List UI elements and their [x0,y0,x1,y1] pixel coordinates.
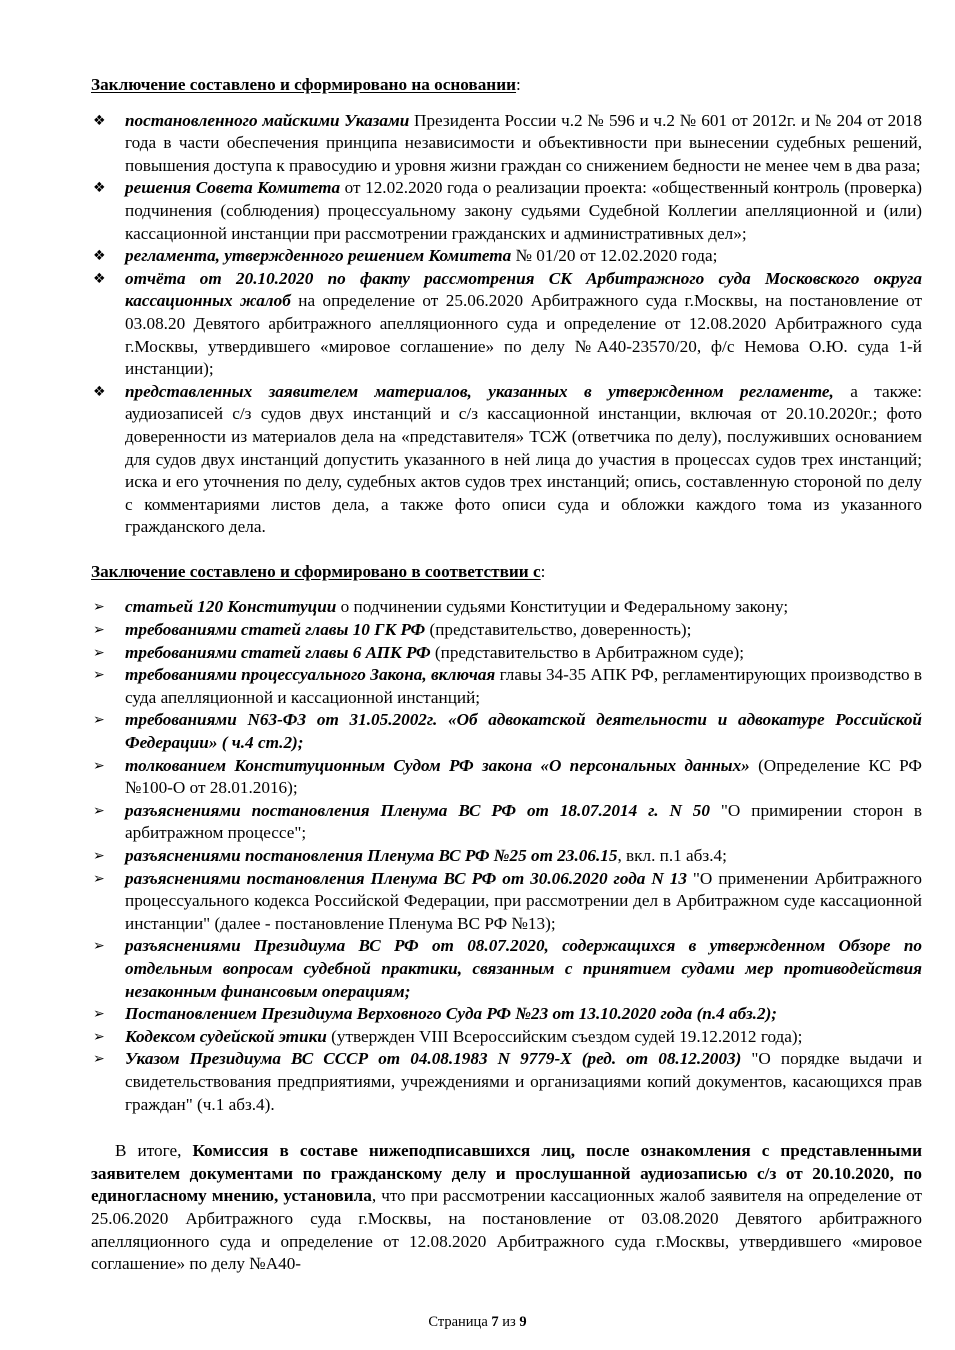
compliance-item-emphasis: разъяснениями постановления Пленума ВС РФ №25 от 23.06.15 [125,846,618,865]
basis-item-emphasis: отчёта от 20.10.2020 по факту рассмотрения СК Арбитражного суда Московского округа кассационных жалоб [125,268,922,311]
arrow-bullet-icon: ➢ [93,870,105,887]
arrow-bullet-icon: ➢ [93,848,105,864]
diamond-bullet-icon: ❖ [93,383,106,400]
compliance-item-text: "О примирении сторон в арбитражном процессе"; [125,800,922,843]
compliance-item-text: главы 34-35 АПК РФ, регламентирующих производство в суда апелляционной и кассационной инстанций; [125,665,922,707]
basis-item-emphasis: регламента, утвержденного решением Комитета [125,246,512,266]
arrow-bullet-icon: ➢ [93,1006,105,1023]
basis-item [91,268,922,381]
section2-list [91,596,922,1116]
diamond-bullet-icon: ❖ [93,248,106,265]
basis-item-text: а также: аудиозаписей с/з судов двух инстанций и с/з кассационной инстанции, включая от 20.10.2020г.; фото доверенности из материалов дела на «представителя» ТСЖ (ответчика по делу), послуживших основанием для судов двух инстанций допустить указанного в ней лица до участия в процессах судов трех инстанций; иска и его уточнения по делу, судебных актов судов трех инстанций; опись, составленную стороной по делу с комментариями листов дела, а также фото описи суда и обложки каждого тома из указанного гражданского дела. [125,381,922,537]
compliance-item [91,664,922,709]
total-page-number: 9 [519,1314,527,1330]
diamond-bullet-icon: ❖ [93,180,106,197]
arrow-bullet-icon: ➢ [93,938,105,955]
arrow-bullet-icon: ➢ [93,644,105,661]
basis-item-emphasis: решения Совета Комитета [125,178,341,198]
compliance-item-emphasis: требованиями статей главы 10 ГК РФ [125,620,426,640]
compliance-item-emphasis: разъяснениями постановления Пленума ВС РФ от 30.06.2020 года N 13 [125,868,687,888]
compliance-item [91,755,922,800]
compliance-item [91,935,922,1003]
compliance-item-emphasis: Постановлением Президиума Верховного Суда РФ №23 от 13.10.2020 года (п.4 абз.2); [125,1004,778,1024]
basis-item [91,177,922,245]
compliance-item [91,845,922,868]
compliance-item [91,1026,922,1049]
compliance-item-text: (представительство в Арбитражном суде); [430,642,745,662]
compliance-item-emphasis: разъяснениями постановления Пленума ВС РФ от 18.07.2014 г. N 50 [125,800,710,820]
page-content [91,74,922,1276]
basis-item-text: Президента России ч.2 № 596 и ч.2 № 601 от 2012г. и № 204 от 2018 года в части обеспечения принципа независимости и объективности при вынесении судебных решений, повышения доступа к правосудию и уровня жизни граждан со снижением бедности не менее чем в два раза; [125,110,922,175]
basis-item [91,110,922,178]
arrow-bullet-icon: ➢ [93,1051,105,1068]
basis-item-text: № 01/20 от 12.02.2020 года; [511,246,718,266]
compliance-item [91,800,922,845]
section1-list [91,110,922,539]
compliance-item [91,642,922,665]
arrow-bullet-icon: ➢ [93,599,105,616]
compliance-item-emphasis: Кодексом судейской этики [125,1026,327,1046]
diamond-bullet-icon: ❖ [93,112,106,129]
compliance-item-text: , вкл. п.1 абз.4; [617,846,727,865]
basis-item-text: на определение от 25.06.2020 Арбитражного суда г.Москвы, на постановление от 03.08.20 Девятого арбитражного апелляционного суда и определение от 12.08.2020 Арбитражного суда г.Москвы, утвердившего «мировое соглашение» по делу №А40-23570/20, ф/с Немова О.Ю. суда 1-й инстанции); [125,291,922,379]
arrow-bullet-icon: ➢ [93,667,105,684]
compliance-item [91,1003,922,1026]
compliance-item-emphasis: требованиями процессуального Закона, включая [125,665,496,685]
compliance-item-text: "О применении Арбитражного процессуального кодекса Российской Федерации, при рассмотрении дел в Арбитражном суде кассационной инстанции" (далее - постановление Пленума ВС РФ №13); [125,868,922,933]
arrow-bullet-icon: ➢ [93,622,105,639]
compliance-item [91,868,922,936]
current-page-number: 7 [491,1314,499,1330]
compliance-item-text: о подчинении судьями Конституции и Федеральному закону; [336,597,789,617]
compliance-item-text: "О порядке выдачи и свидетельствования предприятиями, учреждениями и организациями копий документов, касающихся прав граждан" (ч.1 абз.4). [125,1049,922,1114]
basis-item-text: от 12.02.2020 года о реализации проекта: «общественный контроль (проверка) подчинения (соблюдения) процессуальному закону судьями Судебной Коллегии апелляционной и (или) кассационной инстанции при рассмотрении гражданских и административных дел»; [125,178,922,243]
section2-heading: Заключение составлено и сформировано в соответствии с: [91,561,546,581]
compliance-item [91,1048,922,1116]
compliance-item-emphasis: статьей 120 Конституции [125,597,337,617]
arrow-bullet-icon: ➢ [93,712,105,729]
compliance-item-emphasis: Указом Президиума ВС СССР от 04.08.1983 N 9779-X (ред. от 08.12.2003) [125,1049,742,1069]
compliance-item [91,596,922,619]
compliance-item-text: (Определение КС РФ №100-О от 28.01.2016); [125,755,922,798]
compliance-item-emphasis: требованиями N63-ФЗ от 31.05.2002г. «Об адвокатской деятельности и адвокатуре Российской Федерации» ( ч.4 ст.2); [125,710,922,753]
basis-item-emphasis: постановленного майскими Указами [125,110,410,130]
conclusion-paragraph: В итоге, Комиссия в составе нижеподписавшихся лиц, после ознакомления с представленными заявителем документами по гражданскому делу и прослушанной аудиозаписью с/з от 20.10.2020, по единогласному мнению, установила, что при рассмотрении кассационных жалоб заявителя на определение от 25.06.2020 Арбитражного суда г.Москвы, на постановление от 03.08.2020 Девятого арбитражного апелляционного суда и определение от 12.08.2020 Арбитражного суда г.Москвы, утвердившего «мировое соглашение» по делу №А40- [91,1141,923,1274]
compliance-item [91,709,922,754]
compliance-item-emphasis: требованиями статей главы 6 АПК РФ [125,642,431,662]
compliance-item-emphasis: толкованием Конституционным Судом РФ закона «О персональных данных» [125,755,750,775]
basis-item [91,245,922,268]
basis-item-emphasis: представленных заявителем материалов, указанных в утвержденном регламенте, [125,381,834,401]
arrow-bullet-icon: ➢ [93,1028,105,1045]
diamond-bullet-icon: ❖ [93,270,106,287]
section1-heading: Заключение составлено и сформировано на основании: [91,75,521,94]
arrow-bullet-icon: ➢ [93,757,105,774]
arrow-bullet-icon: ➢ [93,802,105,819]
compliance-item [91,619,922,642]
basis-item [91,381,922,539]
compliance-item-text: (представительство, доверенность); [425,620,692,640]
compliance-item-emphasis: разъяснениями Президиума ВС РФ от 08.07.2020, содержащихся в утвержденном Обзоре по отдельным вопросам судебной практики, связанным с принятием судами мер противодействия незаконным финансовым операциям; [125,936,922,1001]
page-footer: Страница 7 из 9 [428,1314,527,1330]
compliance-item-text: (утвержден VIII Всероссийским съездом судей 19.12.2012 года); [326,1026,803,1046]
